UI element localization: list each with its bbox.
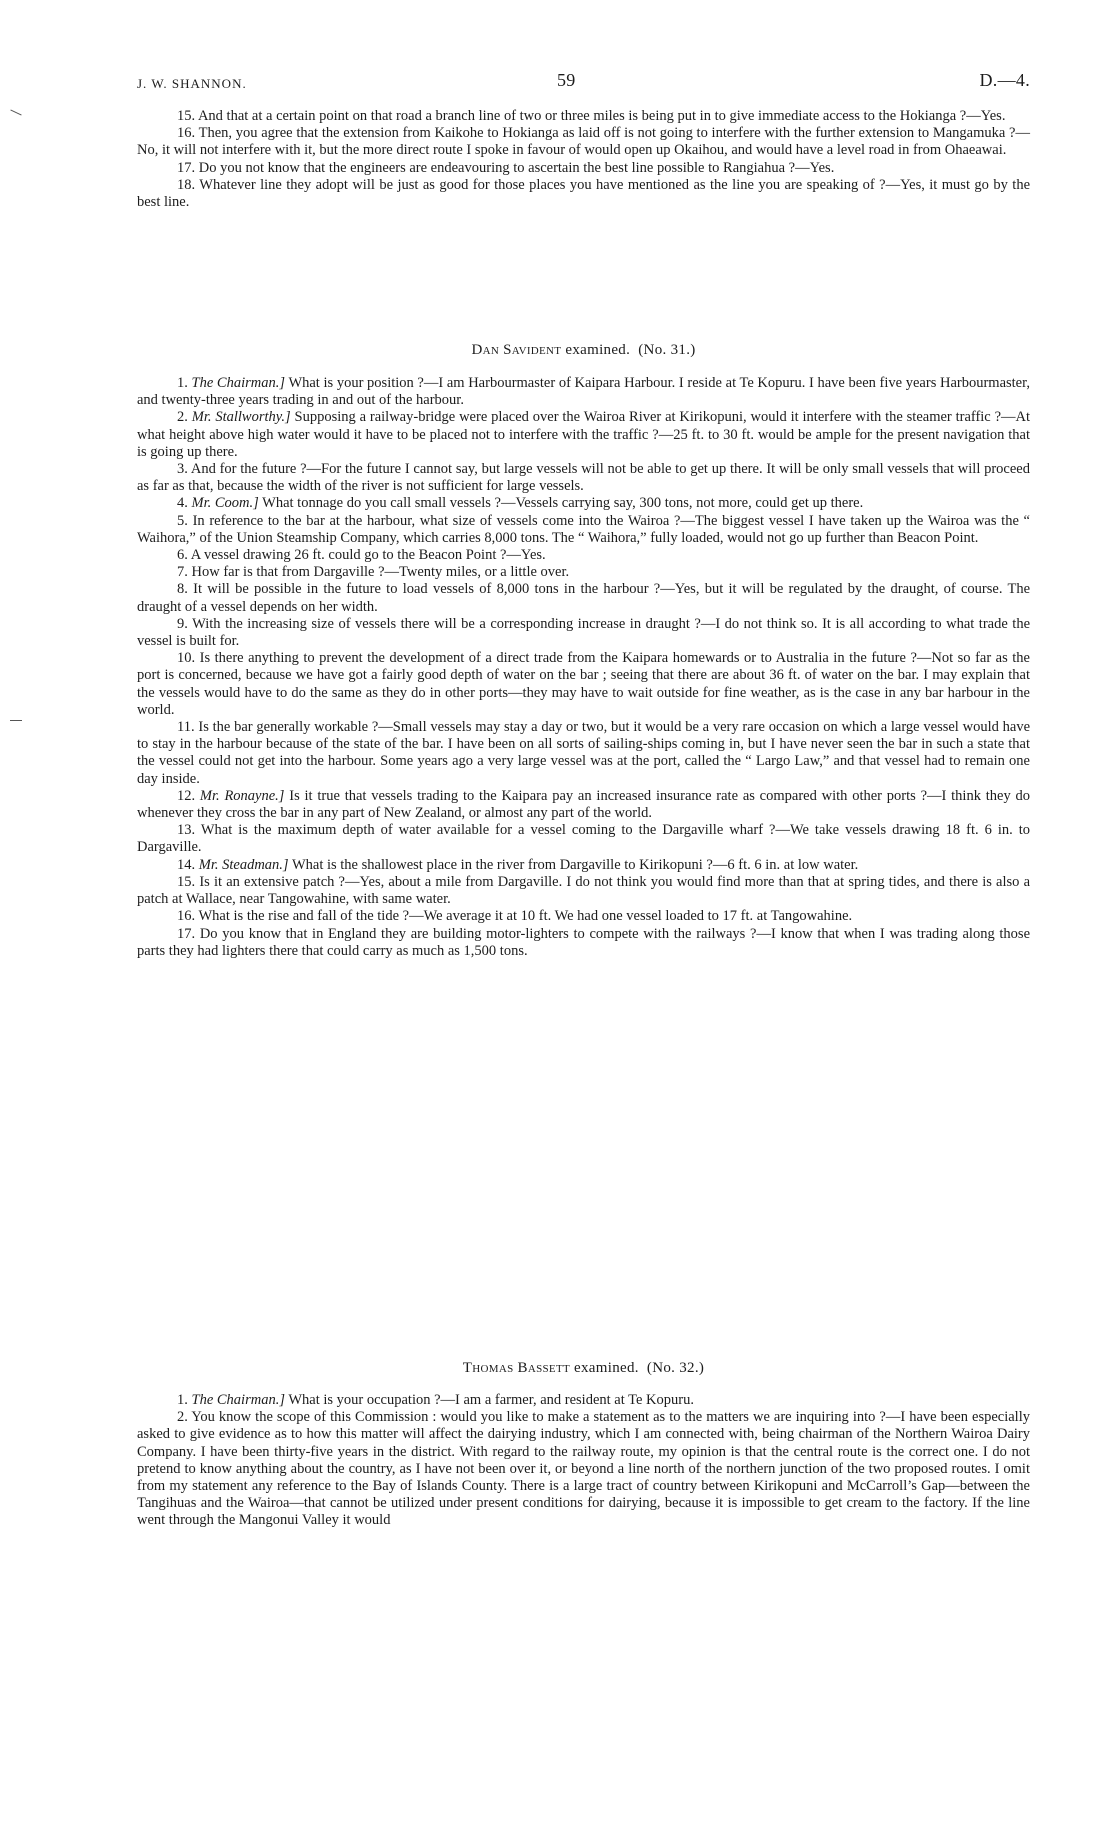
question-paragraph: 15. Is it an extensive patch ?—Yes, about a mile from Dargaville. I do not think you would find more than that at spring tides, and there is also a patch at Wallace, near Tangowahine, with same water. [137, 873, 1031, 908]
testimony-block [137, 375, 1030, 960]
question-paragraph: 1. The Chairman.] What is your position ?—I am Harbourmaster of Kaipara Harbour. I reside at Te Kopuru. I have been five years Harbourmaster, and twenty-three years trading in and out of the harbour. [137, 375, 1030, 409]
question-paragraph: 13. What is the maximum depth of water available for a vessel coming to the Dargaville wharf ?—We take vessels drawing 18 ft. 6 in. to Dargaville. [137, 822, 1030, 856]
witness-number: (No. 32.) [646, 1360, 705, 1376]
testimony-block [137, 1392, 1030, 1530]
speaker: The Chairman.] [191, 375, 286, 391]
speaker: The Chairman.] [191, 1392, 285, 1408]
intro-block [137, 108, 1030, 211]
question-paragraph: 12. Mr. Ronayne.] Is it true that vessels trading to the Kaipara pay an increased insurance rate as compared with other ports ?—I think they do whenever they cross the bar in any part of New Zealand, or almost any part of the world. [137, 787, 1030, 822]
witness-name: Dan Savident [471, 342, 562, 358]
question-paragraph: 6. A vessel drawing 26 ft. could go to the Beacon Point ?—Yes. [177, 547, 546, 564]
margin-mark [10, 720, 22, 721]
page-number: 59 [557, 70, 576, 90]
speaker: Mr. Coom.] [191, 495, 259, 512]
question-paragraph: 2. You know the scope of this Commission : would you like to make a statement as to the matters we are inquiring into ?—I have been especially asked to give evidence as to how this matter will affect the dairying industry, which I am connected with, being chairman of the Northern Wairoa Dairy Company. I have been thirty-five years in the district. With regard to the railway route, my opinion is that the central route is the correct one. I do not pretend to know anything about the country, as I have not been over it, or beyond a line north of the northern junction of the two proposed routes. I omit from my statement any reference to the Bay of Islands County. There is a large tract of country between Kirikopuni and McCarroll’s Gap—between the Tangihuas and the Wairoa—that cannot be utilized under present conditions for dairying, because it is impossible to get cream to the factory. If the line went through the Mangonui Valley it would [137, 1409, 1030, 1529]
question-paragraph: 2. Mr. Stallworthy.] Supposing a railway-bridge were placed over the Wairoa River at Kirikopuni, would it interfere with the steamer traffic ?—At what height above high water would it have to be placed not to interfere with the traffic ?—25 ft. to 30 ft. would be ample for the present navigation that is going up there. [137, 409, 1031, 460]
question-paragraph: 15. And that at a certain point on that road a branch line of two or three miles is being put in to give immediate access to the Hokianga ?—Yes. [177, 108, 1006, 124]
header-author: J. W. SHANNON. [137, 76, 247, 91]
witness-heading [137, 342, 1030, 359]
question-paragraph: 16. What is the rise and fall of the tide ?—We average it at 10 ft. We had one vessel loaded to 17 ft. at Tangowahine. [177, 908, 853, 925]
question-paragraph: 18. Whatever line they adopt will be just as good for those places you have mentioned as the line you are speaking of ?—Yes, it must go by the best line. [137, 176, 1030, 211]
examined-label: examined. [565, 342, 631, 358]
speaker: Mr. Steadman.] [198, 856, 289, 873]
question-paragraph: 8. It will be possible in the future to load vessels of 8,000 tons in the harbour ?—Yes, but it will be regulated by the draught, of course. The draught of a vessel depends on her width. [137, 581, 1031, 615]
question-paragraph: 7. How far is that from Dargaville ?—Twenty miles, or a little over. [177, 564, 570, 581]
question-paragraph: 1. The Chairman.] What is your occupation ?—I am a farmer, and resident at Te Kopuru. [177, 1392, 694, 1408]
question-paragraph: 4. Mr. Coom.] What tonnage do you call small vessels ?—Vessels carrying say, 300 tons, not more, could get up there. [177, 495, 864, 512]
question-paragraph: 17. Do you not know that the engineers are endeavouring to ascertain the best line possible to Rangiahua ?—Yes. [177, 159, 835, 176]
witness-number: (No. 31.) [638, 342, 696, 358]
question-paragraph: 14. Mr. Steadman.] What is the shallowest place in the river from Dargaville to Kirikopuni ?—6 ft. 6 in. at low water. [177, 856, 859, 873]
witness-name: Thomas Bassett [462, 1360, 570, 1376]
margin-mark [10, 110, 21, 116]
question-paragraph: 11. Is the bar generally workable ?—Small vessels may stay a day or two, but it would be a very rare occasion on which a large vessel would have to stay in the harbour because of the state of the bar. I have been on all sorts of sailing-ships coming in, but I have never seen the bar in such a state that the vessel could not get into the harbour. Some years ago a very large vessel was at the port, called the “ Largo Law,” and that vessel had to remain one day inside. [137, 719, 1031, 787]
question-paragraph: 17. Do you know that in England they are building motor-lighters to compete with the railways ?—I know that when I was trading along those parts they had lighters there that could carry as much as 1,500 tons. [137, 925, 1030, 959]
page-header [137, 72, 1030, 96]
question-paragraph: 9. With the increasing size of vessels there will be a corresponding increase in draught ?—I do not think so. It is all according to what trade the vessel is built for. [137, 615, 1031, 650]
question-paragraph: 16. Then, you agree that the extension from Kaikohe to Hokianga as laid off is not going to interfere with the further extension to Mangamuka ?—No, it will not interfere with it, but the more direct route I spoke in favour of would open up Okaihou, and would have a level road in from Ohaeawai. [137, 125, 1030, 159]
question-paragraph: 10. Is there anything to prevent the development of a direct trade from the Kaipara homewards or to Australia in the future ?—Not so far as the port is concerned, because we have got a fairly good depth of water on the bar ; seeing that there are about 36 ft. of water on the bar. I may explain that the vessels would have to do the same as they do in other ports—they may have to wait outside for fine weather, as is the case in any bar harbour in the world. [137, 650, 1030, 718]
speaker: Mr. Ronayne.] [199, 787, 285, 804]
question-paragraph: 3. And for the future ?—For the future I cannot say, but large vessels will not be able to get up there. It will be only small vessels that will proceed as far as that, because the width of the river is not sufficient for large vessels. [137, 461, 1030, 495]
witness-heading [137, 1360, 1030, 1377]
speaker: Mr. Stallworthy.] [191, 409, 291, 426]
examined-label: examined. [574, 1360, 639, 1376]
question-paragraph: 5. In reference to the bar at the harbour, what size of vessels come into the Wairoa ?—The biggest vessel I have taken up the Wairoa was the “ Waihora,” of the Union Steamship Company, which carries 8,000 tons. The “ Waihora,” fully loaded, would not go up further than Beacon Point. [137, 512, 1030, 546]
document-code: D.—4. [979, 70, 1030, 90]
